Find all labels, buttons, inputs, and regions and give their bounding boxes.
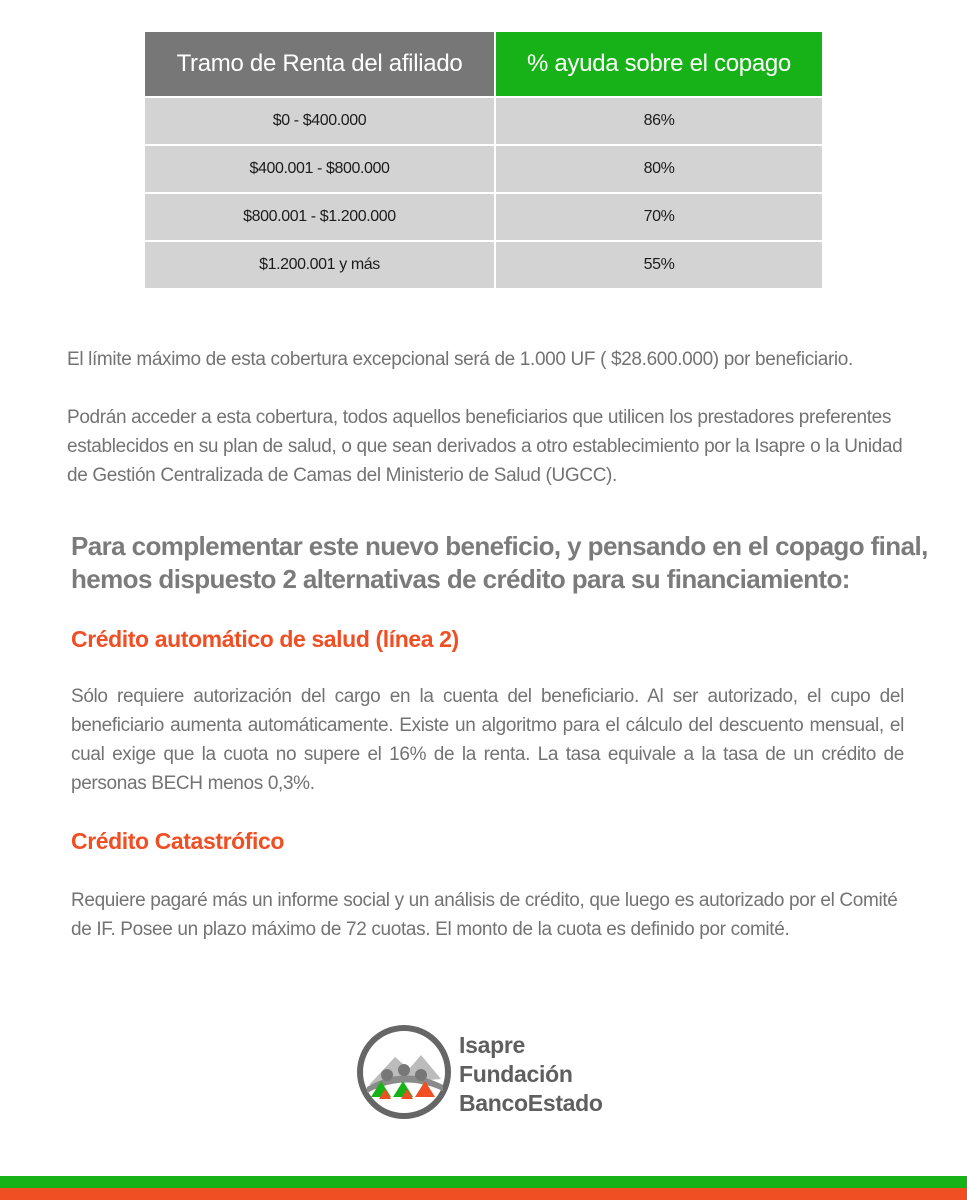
table-row [145, 145, 822, 193]
income-bracket-table [145, 32, 822, 288]
logo-wordmark [459, 1031, 603, 1118]
logo-line-bancoestado: BancoEstado [459, 1090, 603, 1116]
table-row [145, 241, 822, 288]
footer-stripe-green [0, 1176, 967, 1188]
table-row [145, 193, 822, 241]
coverage-access-paragraph: Podrán acceder a esta cobertura, todos aquellos beneficiarios que utilicen los prestadores preferentes establecidos en su plan de salud, o que sean derivados a otro establecimiento por la Isapre o la Unidad de Gestión Centralizada de Camas del Ministerio de Salud (UGCC). [67, 407, 903, 486]
footer-stripe-orange [0, 1188, 967, 1200]
coverage-limit-paragraph: El límite máximo de esta cobertura excepcional será de 1.000 UF ( $28.600.000) por beneficiario. [67, 349, 853, 370]
table-cell-aid: 70% [495, 193, 822, 241]
table-header-income: Tramo de Renta del afiliado [145, 32, 495, 97]
isapre-logo [357, 1025, 627, 1125]
logo-line-isapre: Isapre [459, 1032, 525, 1058]
table-header-row [145, 32, 822, 97]
table-cell-income: $800.001 - $1.200.000 [145, 193, 495, 241]
complement-heading: Para complementar este nuevo beneficio, y pensando en el copago final, hemos dispuesto 2 alternativas de crédito para su financiamiento: [71, 531, 928, 594]
table-cell-income: $0 - $400.000 [145, 97, 495, 145]
credit-automatic-title: Crédito automático de salud (línea 2) [71, 626, 459, 652]
table-header-aid: % ayuda sobre el copago [495, 32, 822, 97]
table-cell-aid: 55% [495, 241, 822, 288]
logo-line-fundacion: Fundación [459, 1061, 573, 1087]
credit-catastrophic-description: Requiere pagaré más un informe social y un análisis de crédito, que luego es autorizado por el Comité de IF. Posee un plazo máximo de 72 cuotas. El monto de la cuota es definido por comité. [71, 890, 898, 940]
table-row [145, 97, 822, 145]
table-cell-income: $1.200.001 y más [145, 241, 495, 288]
table-cell-aid: 86% [495, 97, 822, 145]
credit-automatic-description: Sólo requiere autorización del cargo en la cuenta del beneficiario. Al ser autorizado, el cupo del beneficiario aumenta automáticamente. Existe un algoritmo para el cálculo del descuento mensual, el cual exige que la cuota no supere el 16% de la renta. La tasa equivale a la tasa de un crédito de personas BECH menos 0,3%. [71, 686, 904, 794]
isapre-logo-mark-icon [357, 1025, 451, 1119]
credit-catastrophic-title: Crédito Catastrófico [71, 828, 285, 854]
table-cell-aid: 80% [495, 145, 822, 193]
table-cell-income: $400.001 - $800.000 [145, 145, 495, 193]
